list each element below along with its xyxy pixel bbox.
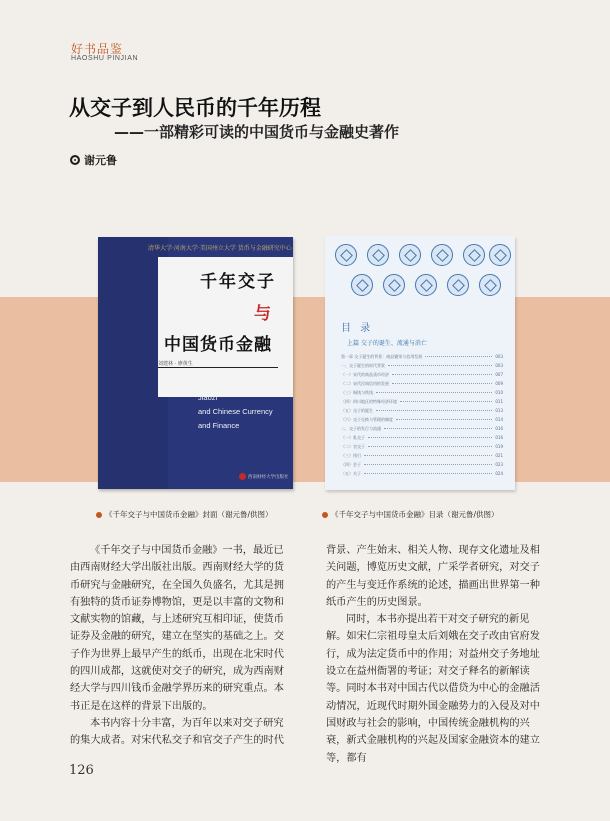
toc-entry [341,460,503,469]
toc-entry [341,442,503,451]
toc-entry-text: （三）钱引 [341,452,361,458]
cover-english-line: Millennium [198,379,234,388]
body-paragraph: 同时，本书亦提出若干对交子研究的新见解。如宋仁宗祖母皇太后刘娥在交子改由官府发行，成为法定货币中的作用；对益州交子务地址设立在益州衙署的考证；对交子释名的新解读等。同时本书对中国古代以借贷为中心的金融活动情况，近现代时期外国金融势力的入侵及对中国财政与社会的影响，中国传统金融机构的兴衰，新式金融机构的兴起及国家金融资本的建立等，都有 [326,614,540,764]
article-title: 从交子到人民币的千年历程 [69,96,321,120]
toc-entry-text: （五）交子的诞生 [341,407,373,413]
caption-bullet-icon [96,512,102,518]
cover-title-line1: 千年交子 [200,272,276,292]
toc-entry-text: （五）关子 [341,470,361,476]
caption-toc-text: 《千年交子与中国货币金融》目录（谢元鲁/供图） [331,510,499,519]
coin-icon [383,274,405,296]
toc-entry [341,370,503,379]
cover-divider [158,367,278,368]
coin-icon [367,244,389,266]
coin-icon [351,274,373,296]
article-subtitle: ——一部精彩可读的中国货币与金融史著作 [114,123,400,141]
cover-publisher: 西南财经大学出版社 [248,475,289,480]
cover-top-line: 清华大学·河南大学·美国州立大学 货币与金融研究中心 [148,245,292,252]
toc-entry-page: 023 [495,462,503,467]
author-name: 谢元鲁 [84,154,117,167]
toc-entry-text: （一）私交子 [341,434,365,440]
toc-entry-text: 第一章 交子诞生的背景：商品繁荣与信用发展 [341,353,423,359]
body-column-left [70,542,290,750]
coin-icon [415,274,437,296]
caption-cover [96,509,273,520]
toc-entry-text: （二）官交子 [341,443,365,449]
toc-entry [341,469,503,478]
body-paragraph: 背景、产生始末、相关人物、现存文化遗址及相关问题，博览历史文献，广采学者研究，对交子的产生与变迁作系统的论述，描画出世界第一种纸币产生的历史图景。 [326,545,540,608]
cover-authors: 刘建林 · 廖黄生 [158,361,193,367]
cover-english-line: and Chinese Currency [198,407,273,416]
toc-entry-text: （四）会子 [341,461,361,467]
body-column-right [326,542,546,767]
toc-entry-page: 013 [495,408,503,413]
toc-entry-text: （三）铜钱与铁钱 [341,389,373,395]
toc-entry-page: 019 [495,444,503,449]
toc-entry-page: 021 [495,453,503,458]
toc-entry [341,406,503,415]
decorative-band-left [0,297,110,482]
toc-entry [341,379,503,388]
toc-entry-page: 009 [495,381,503,386]
body-paragraph: 本书内容十分丰富，为百年以来对交子研究的集大成者。对宋代私交子和官交子产生的时代 [70,717,284,747]
cover-title-line3: 中国货币金融 [164,335,272,355]
bullet-icon [70,155,80,165]
coin-icon [431,244,453,266]
caption-cover-text: 《千年交子与中国货币金融》封面（谢元鲁/供图） [105,510,273,519]
cover-english-title [198,377,293,433]
toc-entry [341,352,503,361]
toc-entry-text: 二、交子的发行与流通 [341,425,381,431]
toc-entry-page: 010 [495,390,503,395]
body-paragraph: 《千年交子与中国货币金融》一书，最近已由西南财经大学出版社出版。西南财经大学的货币研究与金融研究，在全国久负盛名，尤其是拥有独特的货币证券博物馆，更是以丰富的文物和文献实物的馆藏，与上述研究互相印证，使货币证券及金融的研究，建立在坚实的基础之上。交子作为世界上最早产生的纸币，出现在北宋时代的四川成都，这就使对交子的研究，成为西南财经大学与四川钱币金融学界历来的研究重点。本书正是在这样的背景下出版的。 [70,545,284,712]
publisher-logo-icon [239,473,246,480]
toc-entry-text: 一、交子诞生的时代背景 [341,362,385,368]
coin-icon [447,274,469,296]
toc-entry-page: 011 [495,399,503,404]
book-cover-image [98,237,293,489]
toc-entries [341,352,503,478]
page-number: 126 [69,763,94,778]
toc-entry-page: 016 [495,426,503,431]
coin-icon [335,244,357,266]
toc-entry-text: （六）交子兑换与管理的制度 [341,416,393,422]
toc-part-title: 上篇 交子的诞生、流通与消亡 [347,340,427,347]
toc-entry-page: 016 [495,435,503,440]
coin-icon [463,244,485,266]
toc-entry-text: （一）宋代的商品货币经济 [341,371,389,377]
toc-heading: 目 录 [341,323,374,334]
toc-entry-page: 014 [495,417,503,422]
section-label-pinyin: HAOSHU PINJIAN [71,55,139,62]
cover-english-line: Jiaozi [198,393,218,402]
byline [70,152,117,168]
toc-entry [341,415,503,424]
caption-toc [322,509,499,520]
section-label-cn: 好书品鉴 [71,42,124,56]
toc-entry [341,388,503,397]
toc-entry-text: （二）宋代民间信用的发展 [341,380,389,386]
decorative-band-right [500,297,610,482]
toc-entry [341,433,503,442]
coin-icon [399,244,421,266]
cover-title-line2: 与 [254,304,271,324]
toc-entry-page: 003 [495,354,503,359]
toc-entry-page: 024 [495,471,503,476]
toc-entry [341,424,503,433]
coin-icon [479,274,501,296]
toc-entry [341,451,503,460]
toc-entry [341,361,503,370]
toc-entry [341,397,503,406]
toc-entry-text: （四）四川地区的特殊经济环境 [341,398,397,404]
toc-entry-page: 007 [495,372,503,377]
caption-bullet-icon [322,512,328,518]
toc-entry-page: 003 [495,363,503,368]
table-of-contents-image [325,236,515,490]
coin-icon [489,244,511,266]
cover-english-line: and Finance [198,421,240,430]
